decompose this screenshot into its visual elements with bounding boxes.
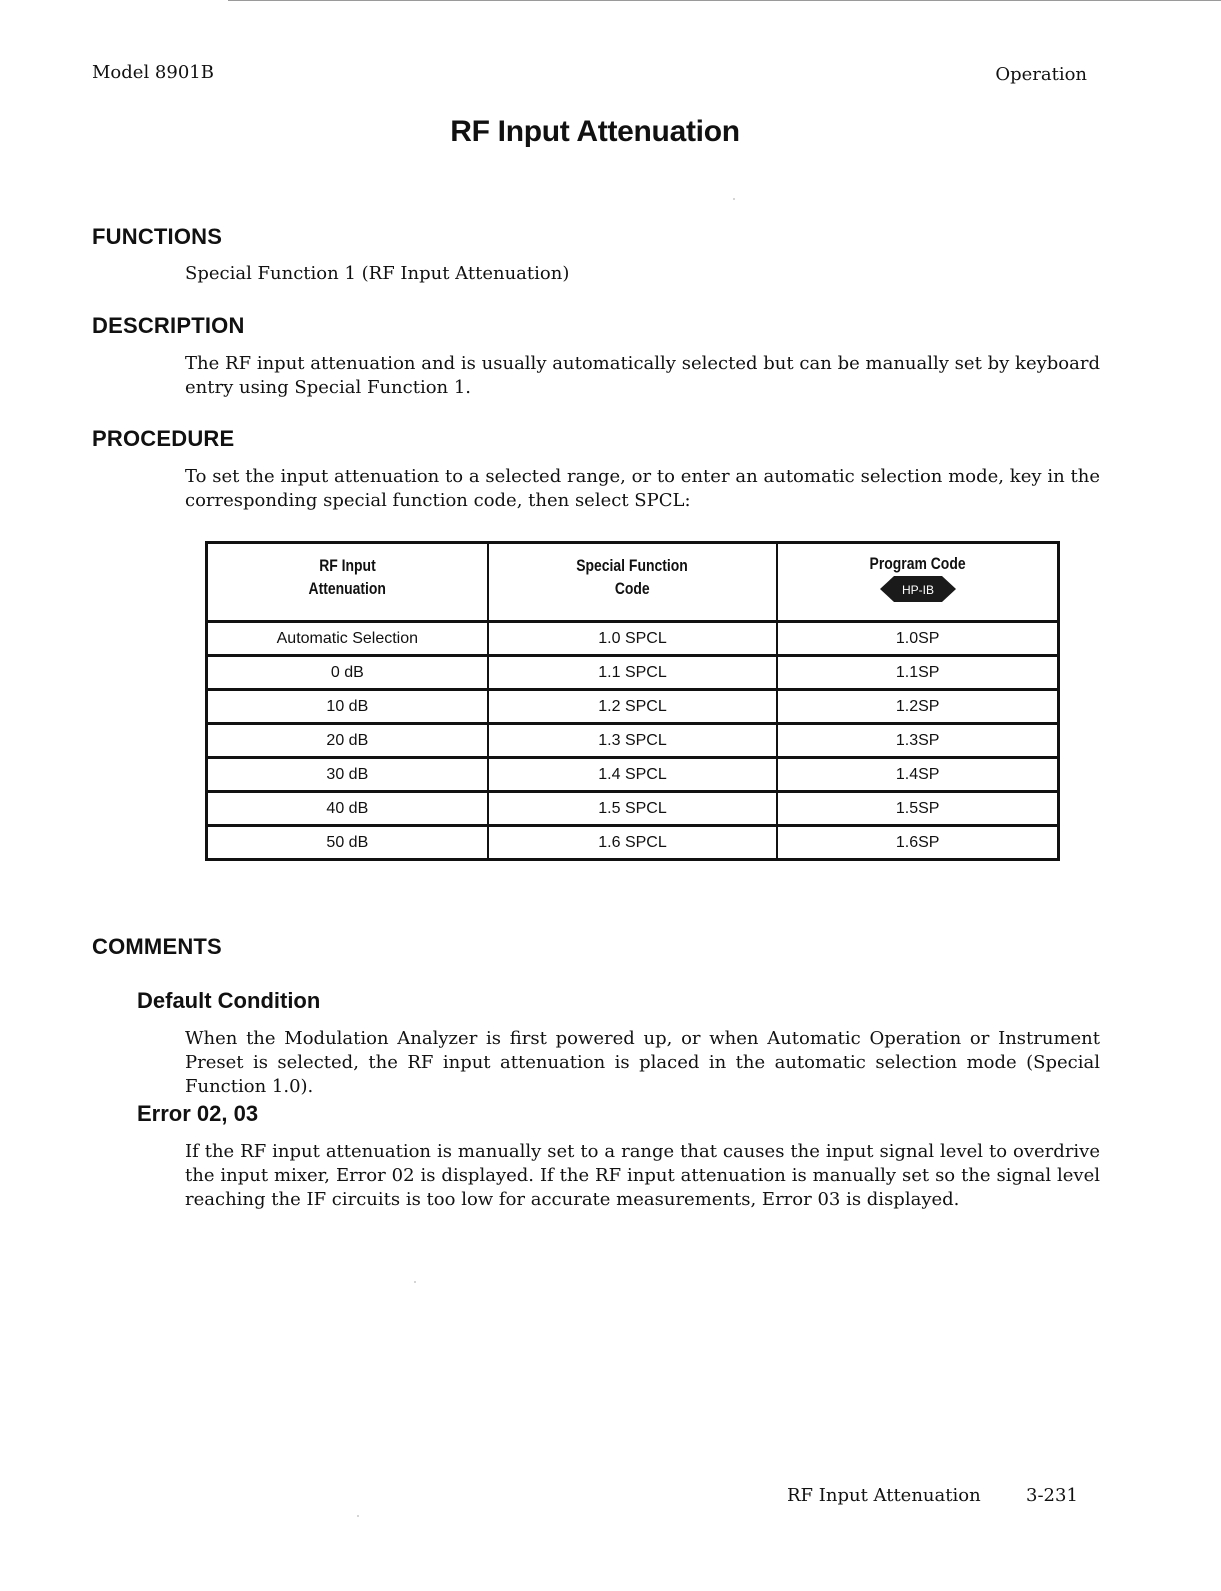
table-cell: 50 dB: [207, 826, 488, 860]
functions-text: Special Function 1 (RF Input Attenuation): [185, 263, 570, 284]
table-cell: 1.2SP: [777, 690, 1058, 724]
table-cell: 10 dB: [207, 690, 488, 724]
header-section: Operation: [995, 64, 1087, 85]
footer-section-title: RF Input Attenuation: [787, 1485, 981, 1506]
table-cell: 40 dB: [207, 792, 488, 826]
default-condition-heading: Default Condition: [137, 988, 321, 1013]
description-heading: DESCRIPTION: [92, 313, 245, 338]
top-rule: [228, 0, 1221, 1]
table-cell: 30 dB: [207, 758, 488, 792]
hp-ib-badge: [778, 575, 1057, 603]
column-header-line: Program Code: [869, 554, 966, 573]
table-cell: 1.4SP: [777, 758, 1058, 792]
table-cell: 1.2 SPCL: [488, 690, 778, 724]
table-row: [207, 724, 1059, 758]
comments-heading: COMMENTS: [92, 934, 222, 959]
header-model: Model 8901B: [92, 62, 214, 83]
table-cell: 1.3SP: [777, 724, 1058, 758]
table-cell: 1.1SP: [777, 656, 1058, 690]
table-cell: 0 dB: [207, 656, 488, 690]
scan-speck: [414, 1281, 416, 1283]
table-row: [207, 826, 1059, 860]
table-cell: 1.4 SPCL: [488, 758, 778, 792]
table-row: [207, 656, 1059, 690]
table-cell: 1.3 SPCL: [488, 724, 778, 758]
table-cell: 1.6 SPCL: [488, 826, 778, 860]
table-cell: Automatic Selection: [207, 622, 488, 656]
scan-speck: [733, 198, 735, 200]
procedure-text: To set the input attenuation to a selected range, or to enter an automatic selection mode, key in the corresponding special function code, then select SPCL:: [185, 466, 1100, 511]
table-header-row: [207, 543, 1059, 622]
table-row: [207, 622, 1059, 656]
error-heading: Error 02, 03: [137, 1101, 259, 1126]
column-header-program-code: [777, 543, 1058, 622]
table-cell: 1.5 SPCL: [488, 792, 778, 826]
table-cell: 20 dB: [207, 724, 488, 758]
special-function-table: [205, 541, 1060, 861]
page-title: RF Input Attenuation: [450, 115, 740, 148]
table-cell: 1.6SP: [777, 826, 1058, 860]
column-header-line: Attenuation: [308, 579, 387, 598]
table-cell: 1.1 SPCL: [488, 656, 778, 690]
column-header-special-function: [488, 543, 778, 622]
description-text: The RF input attenuation and is usually automatically selected but can be manually set by keyboard entry using Special Function 1.: [185, 353, 1100, 398]
table-row: [207, 792, 1059, 826]
page-number: 3-231: [1026, 1485, 1078, 1506]
column-header-line: Code: [615, 579, 650, 598]
table-row: [207, 758, 1059, 792]
hp-ib-badge-text: HP-IB: [901, 583, 934, 597]
hp-ib-arrow-icon: [880, 575, 956, 603]
procedure-heading: PROCEDURE: [92, 426, 235, 451]
table-cell: 1.0 SPCL: [488, 622, 778, 656]
functions-heading: FUNCTIONS: [92, 224, 223, 249]
table-row: [207, 690, 1059, 724]
column-header-line: RF Input: [319, 556, 376, 575]
column-header-line: Special Function: [576, 556, 689, 575]
error-text: If the RF input attenuation is manually set to a range that causes the input signal level to overdrive the input mixer, Error 02 is displayed. If the RF input attenuation is manually set so the signal level reaching the IF circuits is too low for accurate measurements, Error 03 is displayed.: [185, 1141, 1100, 1210]
column-header-attenuation: [207, 543, 488, 622]
table-cell: 1.5SP: [777, 792, 1058, 826]
default-condition-text: When the Modulation Analyzer is first powered up, or when Automatic Operation or Instrument Preset is selected, the RF input attenuation is placed in the automatic selection mode (Special Function 1.0).: [185, 1028, 1100, 1097]
table-cell: 1.0SP: [777, 622, 1058, 656]
scan-speck: [357, 1515, 359, 1517]
